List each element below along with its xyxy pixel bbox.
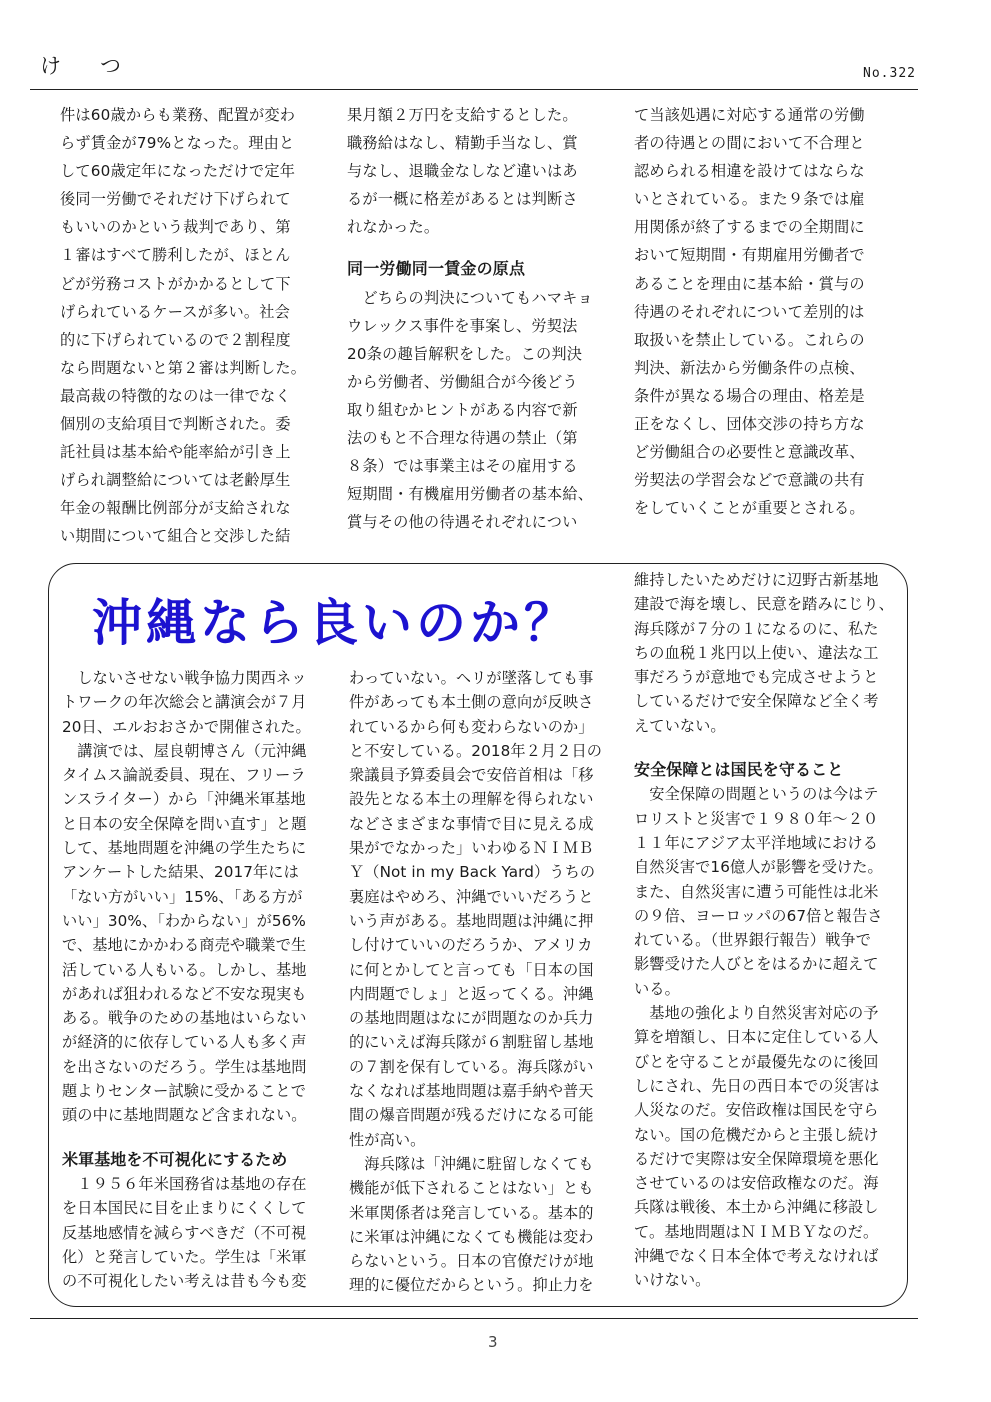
text-line: 海兵隊は「沖縄に駐留しなくても [349,1154,594,1173]
text-line: 衆議員予算委員会で安倍首相は「移 [349,766,594,785]
text-line: いる。 [634,979,680,998]
text-line: 後同一労働でそれだけ下げられて [60,190,291,209]
text-line: ど労働組合の必要性と意識改革、 [634,443,865,462]
text-line: から労働者、労働組合が今後どう [347,372,578,391]
text-line: どが労務コストがかかるとして下 [60,274,291,293]
text-line: が経済的に依存している人も多く声 [62,1033,307,1052]
text-line: 反基地感情を減らすべきだ（不可視 [62,1223,307,1242]
text-line: ある。戦争のための基地はいらない [62,1009,307,1028]
running-header [40,50,122,80]
text-line: えていない。 [634,716,726,735]
text-line: 影響受けた人びとをはるかに超えて [634,955,879,974]
text-line: れなかった。 [347,218,440,237]
text-line: 安全保障の問題というのは今はテ [634,785,879,804]
text-line: 短期間・有機雇用労働者の基本給、 [347,485,594,504]
text-line: 法のもと不合理な待遇の禁止（第 [347,429,578,448]
text-line: ウレックス事件を事案し、労契法 [347,316,578,335]
text-line: などさまざまな事情で目に見える成 [349,814,594,833]
text-line: 的に下げられているので２割程度 [60,330,291,349]
text-line: また、自然災害に遭う可能性は北米 [634,882,879,901]
top-column-1 [60,101,306,551]
text-line: 事だろうが意地でも完成させようと [634,668,879,687]
text-line: 裏庭はやめろ、沖縄でいいだろうと [349,887,594,906]
section-heading: 安全保障とは国民を守ること [634,760,844,780]
text-line: させているのは安倍政権なのだ。海 [634,1174,879,1193]
text-line: の７割を保有している。海兵隊がい [349,1057,594,1076]
text-line: に何とかしてと言っても「日本の国 [349,960,594,979]
header-rule [30,89,918,90]
text-line: を出さないのだろう。学生は基地問 [62,1057,307,1076]
text-line: の基地問題はなにが問題なのか兵力 [349,1009,594,1028]
text-line: Ｙ（Not in my Back Yard）うちの [349,863,596,882]
text-line: しにされ、先日の西日本での災害は [634,1076,880,1095]
page-number: 3 [488,1333,498,1351]
text-line: 性が高い。 [349,1130,426,1149]
text-line: 建設で海を壊し、民意を踏みにじり、 [634,595,894,614]
text-line: 個別の支給項目で判断された。委 [60,415,291,434]
text-line: らないという。日本の官僚だけが地 [349,1252,594,1271]
text-line: と不安している。2018年２月２日の [349,741,603,760]
text-line: 件があっても本土側の意向が反映さ [349,693,594,712]
section-heading: 同一労働同一賃金の原点 [347,259,526,279]
text-line: して、基地問題を沖縄の学生たちに [62,839,307,858]
text-line: もいいのかという裁判であり、第 [60,218,291,237]
text-line: トワークの年次総会と講演会が７月 [62,693,307,712]
text-line: いとされている。また９条では雇 [634,190,865,209]
text-line: 理的に優位だからという。抑止力を [349,1276,594,1295]
text-line: なら問題ないと第２審は判断した。 [60,358,307,377]
text-line: いい」30%、「わからない」が56% [62,911,306,930]
text-line: 労契法の学習会などで意識の共有 [634,471,865,490]
text-line: 取り組むかヒントがある内容で新 [347,400,578,419]
text-line: なくなれば基地問題は嘉手納や普天 [349,1082,594,1101]
text-line: に米軍は沖縄になくても機能は変わ [349,1227,594,1246]
text-line: るが一概に格差があるとは判断さ [347,190,578,209]
text-line: の不可視化したい考えは昔も今も変 [62,1272,307,1291]
text-line: があれば狙われるなど不安な現実も [62,984,307,1003]
article-title: 沖縄なら良いのか？ [92,594,578,652]
text-line: しているだけで安全保障など全く考 [634,692,879,711]
text-line: ない。国の危機だからと主張し続け [634,1125,879,1144]
text-line: 者の待遇との間において不合理と [634,134,865,153]
text-line: 判決、新法から労働条件の点検、 [634,358,865,377]
text-line: 沖縄でなく日本全体で考えなければ [634,1247,879,1266]
text-line: 待遇のそれぞれについて差別的は [634,302,865,321]
text-line: 賞与その他の待遇それぞれについ [347,513,578,532]
text-line: 人災なのだ。安倍政権は国民を守ら [634,1101,879,1120]
text-line: ンスライター）から「沖縄米軍基地 [62,790,306,809]
text-line: 題よりセンター試験に受かることで [62,1082,306,1101]
text-line: 設先となる本土の理解を得られない [349,790,594,809]
text-line: いう声がある。基地問題は沖縄に押 [349,911,594,930]
text-line: し付けていいのだろうか、アメリカ [349,936,593,955]
text-line: るだけで実際は安全保障環境を悪化 [634,1149,879,1168]
text-line: 間の爆音問題が残るだけになる可能 [349,1106,594,1125]
text-line: 職務給はなし、精勤手当なし、賞 [347,134,578,153]
header-kana-2: つ [100,54,122,78]
text-line: げられているケースが多い。社会 [60,302,291,321]
text-line: 基地の強化より自然災害対応の予 [634,1004,879,1023]
header-kana-1: け [40,54,62,78]
text-line: 兵隊は戦後、本土から沖縄に移設し [634,1198,879,1217]
text-line: タイムス論説委員、現在、フリーラ [62,766,306,785]
text-line: しないさせない戦争協力関西ネッ [62,669,307,687]
text-line: を日本国民に目を止まりにくくして [62,1199,307,1218]
text-line: ８条）では事業主はその雇用する [347,457,578,476]
text-line: ちの血税１兆円以上使い、違法な工 [634,643,879,662]
text-line: 果がでなかった」いわゆるＮＩＭＢ [349,839,594,858]
text-line: の９倍、ヨーロッパの67倍と報告さ [634,906,883,925]
top-column-2 [347,101,593,536]
text-line: をしていくことが重要とされる。 [634,499,865,518]
footer-rule [30,1318,918,1319]
text-line: 与なし、退職金なしなど違いはあ [347,162,578,181]
text-line: 取扱いを禁止している。これらの [634,330,865,349]
text-line: 条件が異なる場合の理由、格差是 [634,386,865,405]
text-line: おいて短期間・有期雇用労働者で [634,246,865,265]
text-line: わっていない。ヘリが墜落しても事 [349,669,594,687]
article-column-3 [634,568,894,1293]
text-line: 内問題でしょ」と返ってくる。沖縄 [349,984,594,1003]
text-line: 的にいえば海兵隊が６割駐留し基地 [349,1033,594,1052]
text-line: 件は60歳からも業務、配置が変わ [60,106,296,124]
text-line: びとを守ることが最優先なのに後回 [634,1052,879,1071]
text-line: 活している人もいる。しかし、基地 [62,960,307,979]
text-line: ロリストと災害で１９８０年～２０ [634,809,879,828]
text-line: 頭の中に基地問題など含まれない。 [62,1106,307,1125]
text-line: どちらの判決についてもハマキョ [347,288,593,307]
article-column-1 [62,666,311,1293]
spacer [634,738,894,758]
text-line: 講演では、屋良朝博さん（元沖縄 [62,741,307,760]
text-line: いけない。 [634,1271,711,1290]
text-line: １審はすべて勝利したが、ほとん [60,246,291,265]
text-line: 年金の報酬比例部分が支給されな [60,499,291,518]
issue-number: No.322 [863,66,916,81]
text-line: 正をなくし、団体交渉の持ち方な [634,415,865,434]
text-line: と日本の安全保障を問い直す」と題 [62,814,307,833]
text-line: 託社員は基本給や能率給が引き上 [60,443,291,462]
text-line: 認められる相違を設けてはならな [634,162,865,181]
text-line: して60歳定年になっただけで定年 [60,162,296,181]
text-line: れているから何も変わらないのか」 [349,717,594,736]
text-line: 自然災害で16億人が影響を受けた。 [634,858,883,877]
text-line: で、基地にかかわる商売や職業で生 [62,936,307,955]
text-line: 最高裁の特徴的なのは一律でなく [60,386,291,405]
text-line: 化）と発言していた。学生は「米軍 [62,1247,307,1266]
text-line: 果月額２万円を支給するとした。 [347,106,578,124]
top-column-3 [634,101,865,522]
spacer [347,241,593,255]
text-line: げられ調整給については老齢厚生 [60,471,291,490]
text-line: 維持したいためだけに辺野古新基地 [634,571,879,589]
text-line: 「ない方がいい」15%、「ある方が [62,887,303,906]
text-line: て当該処遇に対応する通常の労働 [634,106,865,124]
text-line: アンケートした結果、2017年には [62,863,299,882]
text-line: １１年にアジア太平洋地域における [634,833,878,852]
text-line: い期間について組合と交渉した結 [60,527,291,546]
text-line: １９５６年米国務省は基地の存在 [62,1174,307,1193]
text-line: 20条の趣旨解釈をした。この判決 [347,344,583,363]
text-line: 用関係が終了するまでの全期間に [634,218,865,237]
text-line: て。基地問題はＮＩＭＢＹなのだ。 [634,1222,879,1241]
text-line: 米軍関係者は発言している。基本的 [349,1203,594,1222]
spacer [62,1128,311,1148]
text-line: れている。（世界銀行報告）戦争で [634,931,871,950]
text-line: 20日、エルおおさかで開催された。 [62,717,311,736]
text-line: あることを理由に基本給・賞与の [634,274,865,293]
section-heading: 米軍基地を不可視化にするため [62,1149,288,1169]
text-line: 海兵隊が７分の１になるのに、私た [634,619,879,638]
article-column-2 [349,666,602,1298]
text-line: らず賃金が79%となった。理由と [60,134,295,153]
text-line: 機能が低下されることはない」とも [349,1179,594,1198]
text-line: 算を増額し、日本に定住している人 [634,1028,879,1047]
